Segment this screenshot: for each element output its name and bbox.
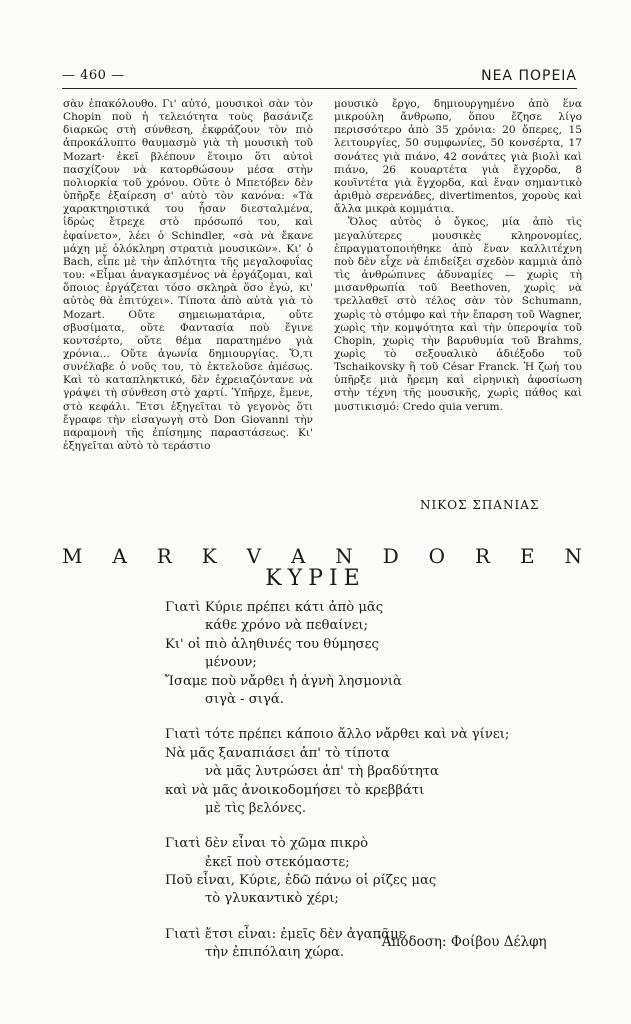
article-signature: ΝΙΚΟΣ ΣΠΑΝΙΑΣ (420, 498, 540, 512)
poem-author-letter: A (290, 544, 306, 568)
poem-stanza (165, 600, 509, 710)
poem-author-letter: R (474, 544, 491, 568)
poem-author-letter: A (112, 544, 127, 568)
journal-title: ΝΕΑ ΠΟΡΕΙΑ (481, 68, 577, 84)
article-right-column (334, 98, 582, 414)
article-paragraph: Ὅλος αὐτὸς ὁ ὄγκος, μία ἀπὸ τὶς μεγαλύτερες μουσικὲς κληρονομίες, ἐπραγματοποιήθηκε ἀπὸ ἕναν καλλιτέχνη ποὺ δὲν εἶχε νὰ ἐπιδείξει σχεδὸν καμμιὰ ἀπὸ τὶς ἀνθρώπινες ἀδυναμίες — χωρὶς τὴ μισανθρωπία τοῦ Beethoven, χωρὶς νὰ τρελλαθεῖ στὸ τέλος σὰν τὸν Schumann, χωρὶς τὸ στόμφο καὶ τὴν ἔπαρση τοῦ Wagner, χωρὶς τὴν κομψότητα καὶ τὴν ὑπεροψία τοῦ Chopin, χωρὶς τὴν βαρυθυμία τοῦ Brahms, χωρὶς τὸ σεξουαλικὸ ἀδιέξοδο τοῦ Tschaikovsky ἢ τοῦ César Franck. Ἡ ζωή του ὑπῆρξε μιὰ ἤρεμη καὶ εἰρηνικὴ ἀφοσίωση στὴν τέχνη τῆς μουσικῆς, χωρὶς πάθος καὶ μυστικισμό: Credo quia verum. (334, 216, 582, 413)
page-number: — 460 — (62, 68, 125, 83)
poem-line: τὴν ἐπιπόλαιη χώρα. (205, 945, 345, 961)
poem-title: ΚΥΡΙΕ (265, 566, 366, 591)
poem-line: μὲ τὶς βελόνες. (205, 800, 307, 816)
poem-line: Γιατὶ δὲν εἶναι τὸ χῶμα πικρὸ (165, 836, 369, 852)
poem-line: Ποῦ εἶναι, Κύριε, ἐδῶ πάνω οἱ ρίζες μας (165, 873, 437, 889)
poem-line: Γιατὶ τότε πρέπει κάποιο ἄλλο νἄρθει καὶ νὰ γίνει; (165, 727, 510, 743)
poem-author-letter: O (428, 544, 446, 568)
poem-stanza (165, 727, 509, 819)
poem-line: νὰ μᾶς λυτρώσει ἀπ' τὴ βραδύτητα (205, 764, 439, 780)
poem-line: ἐκεῖ ποὺ στεκόμαστε; (205, 854, 350, 870)
poem-line: Κι' οἱ πιὸ ἀληθινές του θύμησες (165, 636, 379, 652)
article-paragraph: μουσικὸ ἔργο, δημιουργημένο ἀπὸ ἕνα μικρούλη ἄνθρωπο, ὅπου ἔζησε λίγο περισσότερο ἀπὸ 35 χρόνια: 20 ὄπερες, 15 λειτουργίες, 50 συμφωνίες, 50 κονσέρτα, 17 σονάτες γιὰ πιάνο, 42 σονάτες γιὰ βιολὶ καὶ πιάνο, 26 κουαρτέτα γιὰ ἔγχορδα, 8 κουϊντέτα γιὰ ἔγχορδα, καὶ ἕναν σημαντικὸ ἀριθμὸ σερενάδες, divertimentos, χοροὺς καὶ ἄλλα μικρὰ κομμάτια. (334, 98, 582, 216)
poem-author-letter: E (519, 544, 535, 568)
poem-author-letter: K (201, 544, 217, 568)
poem-line: Ἴσαμε ποὺ νἄρθει ἡ ἁγνὴ λησμονιὰ (165, 673, 402, 689)
translator-credit: 'Απόδοση: Φοίβου Δέλφη (378, 934, 547, 950)
poem-author-letter: V (246, 544, 262, 568)
poem-line: Γιατὶ ἔτσι εἶναι: ἐμεῖς δὲν ἀγαπᾶμε (165, 926, 406, 942)
poem-author-letter: M (62, 544, 83, 568)
poem-author-letter: R (156, 544, 172, 568)
poem-line: σιγὰ - σιγά. (205, 691, 284, 707)
poem-line: Γιατὶ Κύριε πρέπει κάτι ἀπὸ μᾶς (165, 600, 384, 615)
poem-stanza (165, 836, 509, 910)
poem-author-letter: D (382, 544, 399, 568)
poem-author-letter: N (335, 544, 353, 568)
poem-line: μένουν; (205, 655, 257, 671)
page-header (62, 68, 577, 92)
poem-line: τὸ γλυκαντικὸ χέρι; (205, 891, 339, 907)
poem-body (165, 600, 509, 964)
poem-line: κάθε χρόνο νὰ πεθαίνει; (205, 618, 369, 634)
poem-author-letter: N (564, 544, 582, 568)
article-left-column: σὰν ἐπακόλουθο. Γι' αὐτό, μουσικοὶ σὰν τὸν Chopin ποὺ ἡ τελειότητα τοὺς βασάνιζε διαρκῶς στὴ σύνθεση, ἐκφράζουν τὸν πιὸ ἀπροκάλυπτο θαυμασμὸ γιὰ τὴ μουσικὴ τοῦ Mozart· ἐκεῖ βλέπουν ἕτοιμο ὅτι αὐτοὶ πασχίζουν νὰ κατορθώσουν μέσα στὴν πολιορκία τοῦ χρόνου. Οὔτε ὁ Μπετόβεν δὲν ὑπῆρξε ἐξαίρεση σ' αὐτὸ τὸν κανόνα: «Τὰ χαρακτηριστικά του ἦσαν διεσταλμένα, ἱδρὼς ἔτρεχε στὸ πρόσωπό του, καὶ ἐφαίνετο», λέει ὁ Schindler, «σὰ νὰ ἔκανε μάχη μὲ ὁλόκληρη στρατιὰ μουσικῶν». Κι' ὁ Bach, εἶπε μὲ τὴν ἁπλότητα τῆς μεγαλοφυΐας του: «Εἶμαι ἀναγκασμένος νὰ ἐργάζομαι, καὶ ὅποιος ἐργάζεται τόσο σκληρὰ ὅσο ἐγώ, κι' αὐτὸς θὰ ἐπιτύχει». Τίποτα ἀπὸ αὐτὰ γιὰ τὸ Mozart. Οὔτε σημειωματάρια, οὔτε σβυσίματα, οὔτε Φαντασία ποὺ ἔγινε κοντσέρτο, οὔτε θέμα παρατημένο γιὰ χρόνια... Οὔτε ἀγωνία δημιουργίας. Ὅ,τι συνέλαβε ὁ νοῦς του, τὸ ἐκτελοῦσε ἀμέσως. Καὶ τὸ καταπληκτικό, δὲν ἐχρειαζόντανε νὰ γράψει τὴ σύνθεση στὸ χαρτί. Ὑπῆρχε, ἔμενε, στὸ κεφάλι. Ἔτσι ἐξηγεῖται τὸ γεγονὸς ὅτι ἔγραφε τὴν εἰσαγωγὴ στὸ Don Giovanni τὴν παραμονὴ τῆς ἐπίσημης παραστάσεως. Κι' ἐξηγεῖται αὐτὸ τὸ τεράστιο (63, 98, 313, 453)
poem-author (62, 544, 582, 568)
poem-line: Νὰ μᾶς ξαναπιάσει ἀπ' τὸ τίποτα (165, 745, 390, 761)
header-rule (62, 88, 577, 89)
poem-line: καὶ νὰ μᾶς ἀνοικοδομήσει τὸ κρεββάτι (165, 782, 425, 798)
